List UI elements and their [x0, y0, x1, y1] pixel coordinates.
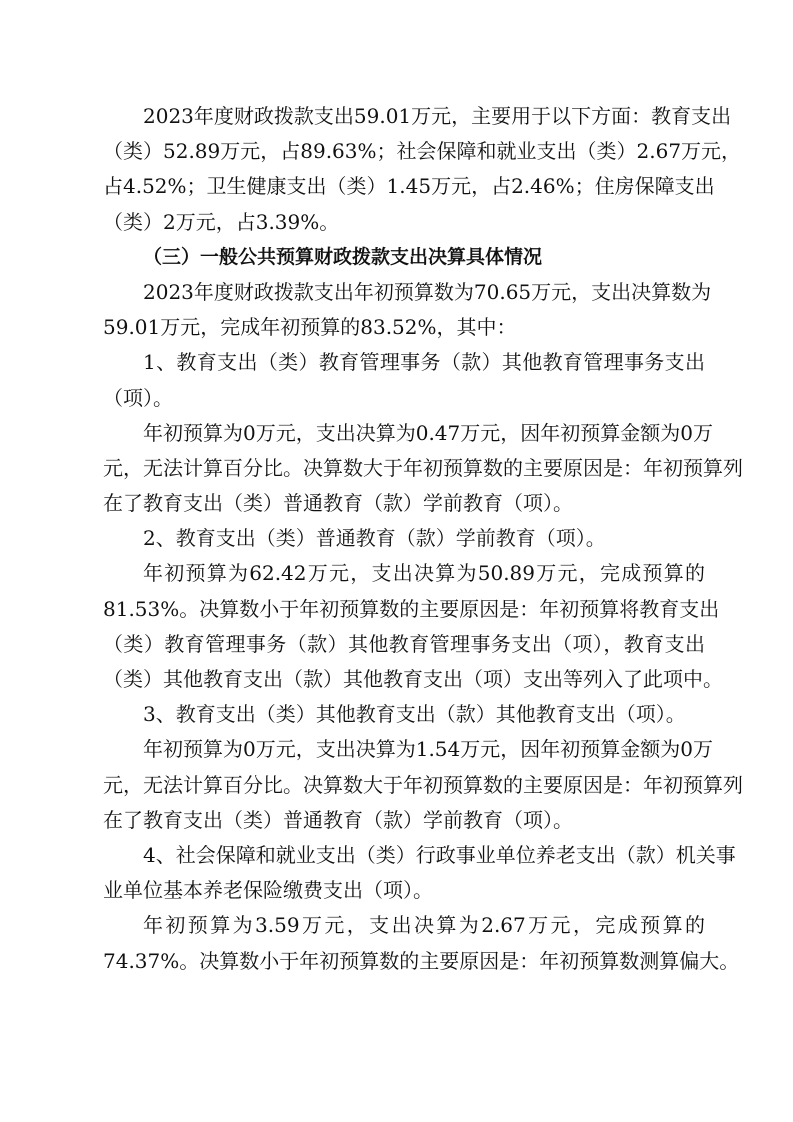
text-line: （三）一般公共预算财政拨款支出决算具体情况	[143, 245, 543, 268]
text-line: （类）其他教育支出（款）其他教育支出（项）支出等列入了此项中。	[103, 667, 723, 691]
text-line: 元，无法计算百分比。决算数大于年初预算数的主要原因是：年初预算列	[103, 455, 743, 480]
text-line: 3、教育支出（类）其他教育支出（款）其他教育支出（项）。	[143, 702, 686, 727]
text-line: 2023年度财政拨款支出59.01万元，主要用于以下方面：教育支出	[143, 104, 732, 128]
text-line: 1、教育支出（类）教育管理事务（款）其他教育管理事务支出	[143, 350, 705, 375]
section-heading	[103, 240, 705, 275]
text-line: （类）教育管理事务（款）其他教育管理事务支出（项），教育支出	[103, 631, 705, 656]
paragraph	[103, 556, 723, 697]
document-page	[103, 99, 743, 979]
text-line: 占4.52%；卫生健康支出（类）1.45万元，占2.46%；住房保障支出	[103, 174, 715, 199]
text-line: （类）52.89万元，占89.63%；社会保障和就业支出（类）2.67万元，	[103, 139, 742, 164]
text-line: 年初预算为62.42万元，支出决算为50.89万元，完成预算的	[143, 561, 705, 586]
paragraph	[103, 521, 705, 556]
text-line: 年初预算为0万元，支出决算为0.47万元，因年初预算金额为0万	[143, 420, 713, 445]
text-line: 59.01万元，完成年初预算的83.52%，其中：	[103, 315, 517, 340]
paragraph	[103, 732, 743, 838]
paragraph	[103, 416, 743, 522]
text-line: （类）2万元，占3.39%。	[103, 209, 340, 234]
text-line: 年初预算为3.59万元，支出决算为2.67万元，完成预算的	[143, 913, 705, 938]
text-line: 业单位基本养老保险缴费支出（项）。	[103, 878, 433, 903]
paragraph	[103, 275, 712, 345]
text-line: 2023年度财政拨款支出年初预算数为70.65万元，支出决算数为	[143, 279, 712, 304]
text-line: 81.53%。决算数小于年初预算数的主要原因是：年初预算将教育支出	[103, 596, 720, 621]
text-line: 74.37%。决算数小于年初预算数的主要原因是：年初预算数测算偏大。	[103, 948, 740, 973]
text-line: 在了教育支出（类）普通教育（款）学前教育（项）。	[103, 491, 573, 516]
text-line: 元，无法计算百分比。决算数大于年初预算数的主要原因是：年初预算列	[103, 772, 743, 797]
paragraph	[103, 908, 740, 978]
paragraph	[103, 697, 705, 732]
paragraph	[103, 99, 742, 240]
paragraph	[103, 345, 705, 415]
text-line: 在了教育支出（类）普通教育（款）学前教育（项）。	[103, 807, 573, 832]
text-line: （项）。	[103, 385, 173, 410]
text-line: 年初预算为0万元，支出决算为1.54万元，因年初预算金额为0万	[143, 737, 713, 762]
text-line: 4、社会保障和就业支出（类）行政事业单位养老支出（款）机关事	[143, 842, 736, 867]
text-line: 2、教育支出（类）普通教育（款）学前教育（项）。	[143, 526, 606, 551]
paragraph	[103, 838, 736, 908]
